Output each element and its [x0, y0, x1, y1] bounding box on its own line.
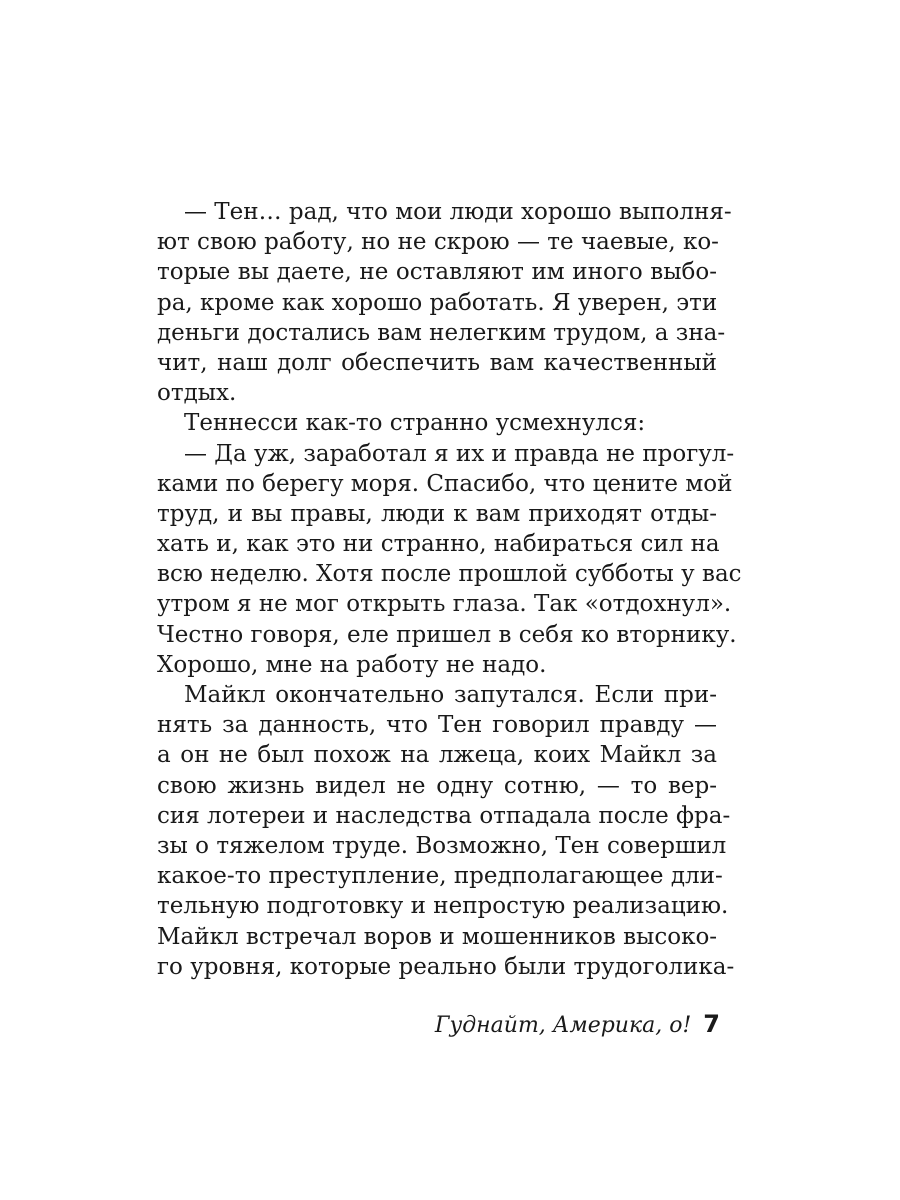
text-line: ра, кроме как хорошо работать. Я уверен, эти	[157, 289, 718, 316]
text-line: деньги достались вам нелегким трудом, а зна-	[157, 319, 726, 346]
text-line: утром я не мог открыть глаза. Так «отдохнул».	[157, 591, 732, 618]
text-line: всю неделю. Хотя после прошлой субботы у вас	[157, 561, 742, 588]
text-line: Майкл окончательно запутался. Если при-	[184, 682, 717, 708]
text-line: го уровня, которые реально были трудоголика-	[157, 953, 735, 980]
text-line: Хорошо, мне на работу не надо.	[157, 651, 547, 678]
text-line: какое-то преступление, предполагающее дли-	[157, 863, 723, 890]
text-line: тельную подготовку и непростую реализацию.	[157, 893, 729, 920]
text-line: Теннесси как-то странно усмехнулся:	[184, 410, 646, 437]
text-line: Честно говоря, еле пришел в себя ко вторнику.	[157, 621, 737, 648]
text-line: а он не был похож на лжеца, коих Майкл за	[157, 742, 717, 769]
text-line: — Да уж, заработал я их и правда не прогул-	[184, 440, 735, 467]
text-line: ками по берегу моря. Спасибо, что цените мой	[157, 470, 733, 497]
body-text	[157, 197, 742, 982]
page-footer	[435, 1010, 720, 1046]
text-line: свою жизнь видел не одну сотню, — то вер-	[157, 772, 717, 799]
text-line: ют свою работу, но не скрою — те чаевые, ко-	[157, 229, 719, 256]
text-line: отдых.	[157, 380, 237, 407]
text-line: чит, наш долг обеспечить вам качественный	[157, 349, 717, 376]
running-title: Гуднайт, Америка, о!	[434, 1013, 692, 1038]
text-line: Майкл встречал воров и мошенников высоко-	[157, 923, 718, 950]
page-number: 7	[703, 1010, 720, 1038]
text-line: сия лотереи и наследства отпадала после фра-	[157, 802, 731, 829]
text-line: зы о тяжелом труде. Возможно, Тен совершил	[157, 832, 727, 859]
text-line: хать и, как это ни странно, набираться сил на	[157, 531, 720, 558]
text-line: — Тен… рад, что мои люди хорошо выполня-	[184, 199, 732, 225]
text-line: нять за данность, что Тен говорил правду —	[157, 712, 717, 739]
text-line: торые вы даете, не оставляют им иного выбо-	[157, 259, 717, 286]
text-line: труд, и вы правы, люди к вам приходят отды-	[157, 500, 717, 527]
